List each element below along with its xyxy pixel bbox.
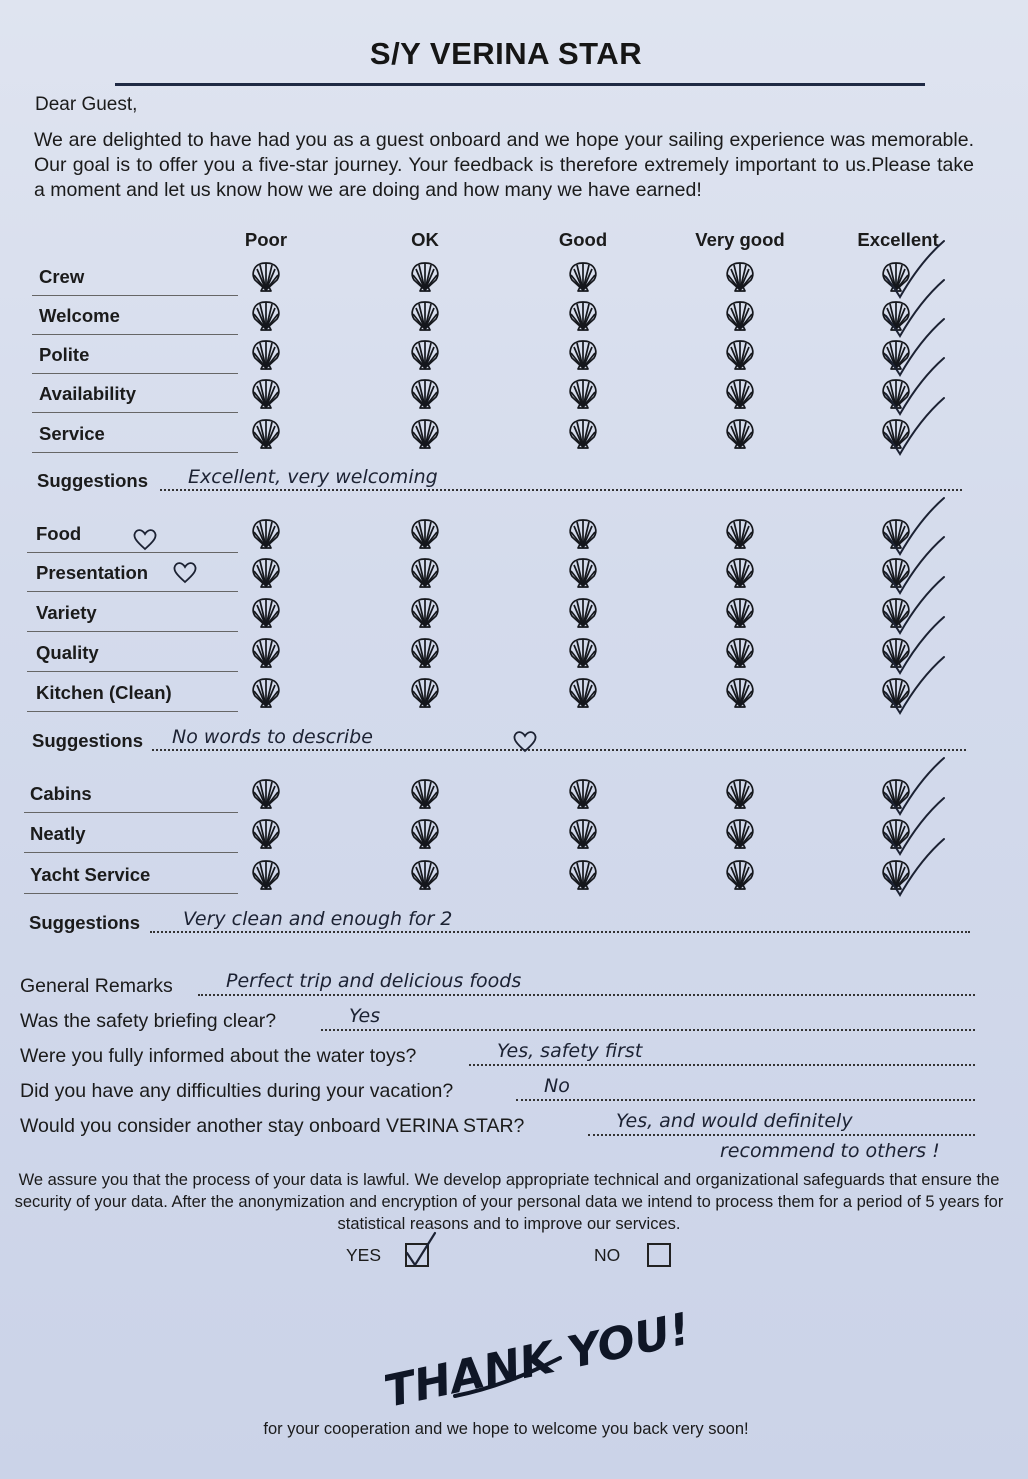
question-label: Would you consider another stay onboard VERINA STAR? <box>20 1115 525 1137</box>
suggestions-label: Suggestions <box>29 912 141 933</box>
answer-handwriting[interactable]: Yes, and would definitely <box>616 1110 853 1132</box>
shell-rating-icon[interactable] <box>566 636 600 670</box>
shell-rating-icon[interactable] <box>249 299 283 333</box>
row-divider <box>32 412 238 413</box>
shell-rating-icon[interactable] <box>723 817 757 851</box>
shell-rating-icon[interactable] <box>566 517 600 551</box>
row-label-neatly: Neatly <box>30 823 86 844</box>
column-header-good: Good <box>558 229 608 250</box>
row-label-yacht-service: Yacht Service <box>30 864 151 885</box>
row-label-presentation: Presentation <box>36 562 149 583</box>
shell-rating-icon[interactable] <box>249 556 283 590</box>
row-divider <box>24 812 238 813</box>
checkmark-icon <box>880 653 960 728</box>
question-label: General Remarks <box>20 975 173 997</box>
column-header-poor: Poor <box>244 229 288 250</box>
shell-rating-icon[interactable] <box>408 858 442 892</box>
shell-rating-icon[interactable] <box>723 556 757 590</box>
shell-rating-icon[interactable] <box>566 299 600 333</box>
suggestions-dotted-line <box>150 931 970 933</box>
row-divider <box>24 852 238 853</box>
checkmark-icon <box>405 1231 445 1271</box>
shell-rating-icon[interactable] <box>408 338 442 372</box>
shell-rating-icon[interactable] <box>566 260 600 294</box>
consent-yes-label: YES <box>346 1245 382 1265</box>
suggestions-label: Suggestions <box>32 730 144 751</box>
shell-rating-icon[interactable] <box>408 556 442 590</box>
shell-rating-icon[interactable] <box>408 377 442 411</box>
row-divider <box>32 373 238 374</box>
shell-rating-icon[interactable] <box>723 299 757 333</box>
answer-dotted-line <box>588 1134 975 1136</box>
row-divider <box>24 893 238 894</box>
shell-rating-icon[interactable] <box>408 596 442 630</box>
shell-rating-icon[interactable] <box>566 556 600 590</box>
shell-rating-icon[interactable] <box>723 777 757 811</box>
shell-rating-icon[interactable] <box>566 676 600 710</box>
shell-rating-icon[interactable] <box>566 817 600 851</box>
heart-doodle-icon <box>132 527 158 556</box>
row-divider <box>27 591 238 592</box>
question-label: Was the safety briefing clear? <box>20 1010 277 1032</box>
consent-yes-checkbox[interactable] <box>405 1243 429 1267</box>
row-label-cabins: Cabins <box>30 783 92 804</box>
answer-handwriting[interactable]: Yes <box>349 1005 381 1027</box>
checkmark-icon <box>880 835 960 910</box>
shell-rating-icon[interactable] <box>566 377 600 411</box>
question-label: Did you have any difficulties during your vacation? <box>20 1080 454 1102</box>
shell-rating-icon[interactable] <box>723 338 757 372</box>
row-label-kitchen-clean: Kitchen (Clean) <box>36 682 172 703</box>
answer-dotted-line <box>321 1029 975 1031</box>
row-label-welcome: Welcome <box>39 305 120 326</box>
shell-rating-icon[interactable] <box>249 817 283 851</box>
row-divider <box>27 631 238 632</box>
shell-rating-icon[interactable] <box>723 260 757 294</box>
answer-handwriting[interactable]: No <box>544 1075 570 1097</box>
row-divider <box>27 671 238 672</box>
suggestions-handwriting[interactable]: Excellent, very welcoming <box>188 466 438 488</box>
shell-rating-icon[interactable] <box>249 338 283 372</box>
shell-rating-icon[interactable] <box>408 517 442 551</box>
form-title: S/Y VERINA STAR <box>369 36 643 71</box>
row-divider <box>32 295 238 296</box>
suggestions-handwriting[interactable]: No words to describe <box>172 726 373 748</box>
svg-text:THANK YOU!: THANK YOU! <box>380 1303 695 1418</box>
shell-rating-icon[interactable] <box>408 777 442 811</box>
question-label: Were you fully informed about the water toys? <box>20 1045 417 1067</box>
shell-rating-icon[interactable] <box>249 517 283 551</box>
column-header-very-good: Very good <box>695 229 785 250</box>
answer-dotted-line <box>198 994 975 996</box>
row-divider <box>27 711 238 712</box>
shell-rating-icon[interactable] <box>408 260 442 294</box>
answer-handwriting-continued: recommend to others ! <box>720 1140 940 1162</box>
greeting: Dear Guest, <box>35 94 138 115</box>
shell-rating-icon[interactable] <box>408 299 442 333</box>
row-label-polite: Polite <box>39 344 90 365</box>
shell-rating-icon[interactable] <box>249 260 283 294</box>
shell-rating-icon[interactable] <box>249 676 283 710</box>
shell-rating-icon[interactable] <box>723 417 757 451</box>
shell-rating-icon[interactable] <box>408 676 442 710</box>
shell-rating-icon[interactable] <box>723 636 757 670</box>
shell-rating-icon[interactable] <box>723 858 757 892</box>
shell-rating-icon[interactable] <box>566 338 600 372</box>
shell-rating-icon[interactable] <box>249 636 283 670</box>
row-divider <box>32 452 238 453</box>
suggestions-handwriting[interactable]: Very clean and enough for 2 <box>183 908 453 930</box>
answer-dotted-line <box>516 1099 975 1101</box>
shell-rating-icon[interactable] <box>249 596 283 630</box>
suggestions-label: Suggestions <box>37 470 149 491</box>
intro-paragraph: We are delighted to have had you as a guest onboard and we hope your sailing experience was memorable. Our goal is to offer you a five-star journey. Your feedback is therefore extremely important to us.Please take a moment and let us know how we are doing and how many we have earned! <box>34 129 974 201</box>
shell-rating-icon[interactable] <box>566 596 600 630</box>
heart-doodle-icon <box>172 560 198 589</box>
checkmark-icon <box>880 394 960 469</box>
row-label-availability: Availability <box>39 383 136 404</box>
shell-rating-icon[interactable] <box>566 777 600 811</box>
shell-rating-icon[interactable] <box>408 417 442 451</box>
shell-rating-icon[interactable] <box>723 596 757 630</box>
shell-rating-icon[interactable] <box>566 417 600 451</box>
row-divider <box>32 334 238 335</box>
shell-rating-icon[interactable] <box>249 417 283 451</box>
shell-rating-icon[interactable] <box>408 817 442 851</box>
column-header-ok: OK <box>411 229 439 250</box>
answer-handwriting[interactable]: Yes, safety first <box>497 1040 643 1062</box>
shell-rating-icon[interactable] <box>723 676 757 710</box>
privacy-notice: We assure you that the process of your data is lawful. We develop appropriate technical and organizational safeguards that ensure the security of your data. After the anonymization and encryption of your personal data we intend to process them for a period of 5 years for statistical reasons and to improve our services. <box>14 1171 1004 1233</box>
answer-handwriting[interactable]: Perfect trip and delicious foods <box>226 970 522 992</box>
shell-rating-icon[interactable] <box>723 377 757 411</box>
column-header-excellent: Excellent <box>857 229 939 250</box>
shell-rating-icon[interactable] <box>249 858 283 892</box>
consent-no-checkbox[interactable] <box>647 1243 671 1267</box>
shell-rating-icon[interactable] <box>249 377 283 411</box>
shell-rating-icon[interactable] <box>723 517 757 551</box>
suggestions-dotted-line <box>152 749 966 751</box>
row-label-crew: Crew <box>39 266 85 287</box>
consent-no-label: NO <box>594 1245 621 1265</box>
row-label-quality: Quality <box>36 642 99 663</box>
thank-you-lettering <box>375 1303 695 1418</box>
footer-text: for your cooperation and we hope to welcome you back very soon! <box>263 1420 749 1438</box>
shell-rating-icon[interactable] <box>408 636 442 670</box>
title-rule <box>115 83 925 86</box>
row-label-service: Service <box>39 423 105 444</box>
row-label-food: Food <box>36 523 82 544</box>
heart-doodle-icon <box>512 729 538 758</box>
shell-rating-icon[interactable] <box>249 777 283 811</box>
shell-rating-icon[interactable] <box>566 858 600 892</box>
answer-dotted-line <box>469 1064 975 1066</box>
suggestions-dotted-line <box>160 489 962 491</box>
row-label-variety: Variety <box>36 602 97 623</box>
